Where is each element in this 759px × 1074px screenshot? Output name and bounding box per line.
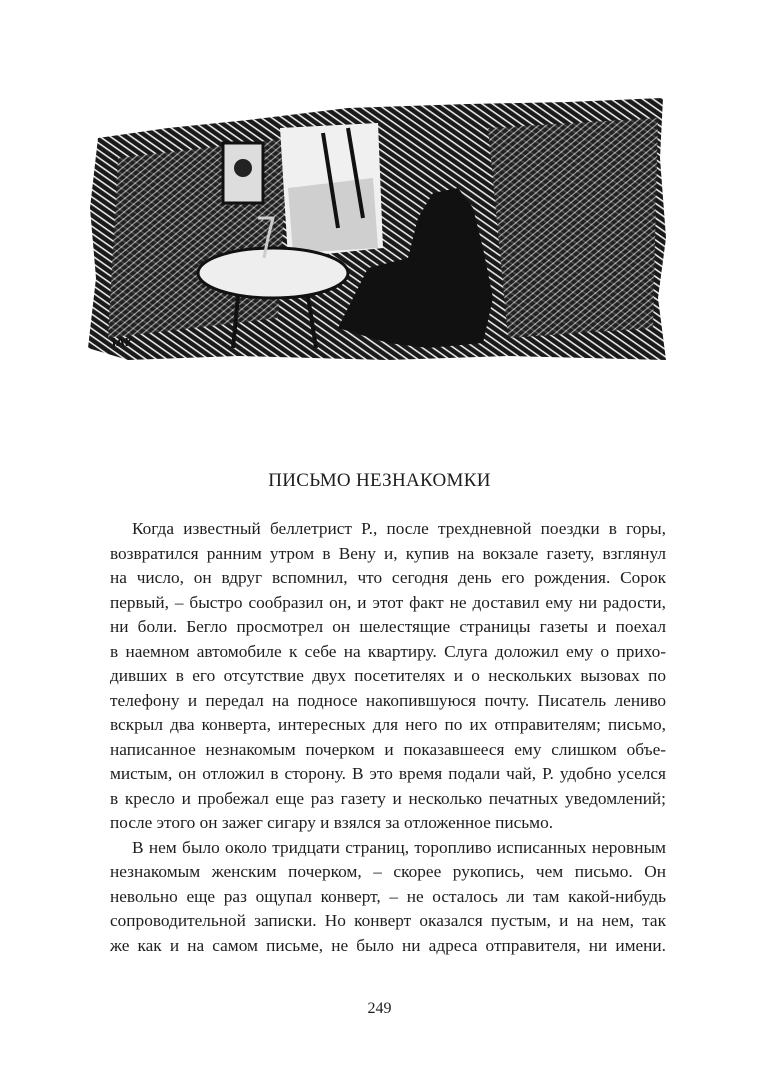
- text-line: незнакомым женским почерком, – скорее рукопись, чем письмо. Он: [110, 862, 666, 881]
- text-line: мистым, он отложил в сторону. В это время подали чай, Р. удобно уселся: [110, 764, 666, 783]
- page-number: 249: [367, 1000, 392, 1017]
- text-line: невольно еще раз ощупал конверт, – не осталось ли там какой-нибудь: [110, 886, 666, 906]
- chapter-title: ПИСЬМО НЕЗНАКОМКИ: [268, 470, 491, 491]
- text-line: после этого он зажег сигару и взялся за отложенное письмо.: [110, 813, 554, 832]
- artist-signature: IAK: [112, 336, 134, 349]
- text-line: дивших в его отсутствие двух посетителях и о нескольких вызовах по: [110, 666, 666, 685]
- text-line: ни боли. Бегло просмотрел он шелестящие страницы газеты и поехал: [110, 617, 666, 636]
- text-line: написанное незнакомым почерком и показавшееся ему слишком объе-: [110, 739, 666, 759]
- text-line: возвратился ранним утром в Вену и, купив на вокзале газету, взглянул: [110, 543, 666, 563]
- text-line: первый, – быстро сообразил он, и этот факт не доставил ему ни радости,: [110, 592, 666, 612]
- text-line: в кресло и пробежал еще раз газету и несколько печатных уведомлений;: [110, 788, 666, 808]
- body-text: [110, 517, 666, 958]
- text-line: сопроводительной записки. Но конверт оказался пустым, и на нем, так: [110, 911, 666, 930]
- text-line: телефону и передал на подносе накопившуюся почту. Писатель лениво: [110, 690, 666, 710]
- woodcut-illustration: [88, 98, 670, 364]
- text-line: же как и на самом письме, не было ни адреса отправителя, ни имени.: [110, 935, 666, 955]
- text-line: в наемном автомобиле к себе на квартиру. Слуга доложил ему о прихо-: [110, 641, 666, 661]
- text-line: В нем было около тридцати страниц, торопливо исписанных неровным: [132, 837, 666, 857]
- text-line: вскрыл два конверта, интересных для него по их отправителям; письмо,: [110, 715, 666, 734]
- text-line: на число, он вдруг вспомнил, что сегодня день его рождения. Сорок: [110, 568, 666, 587]
- text-line: Когда известный беллетрист Р., после трехдневной поездки в горы,: [132, 519, 666, 538]
